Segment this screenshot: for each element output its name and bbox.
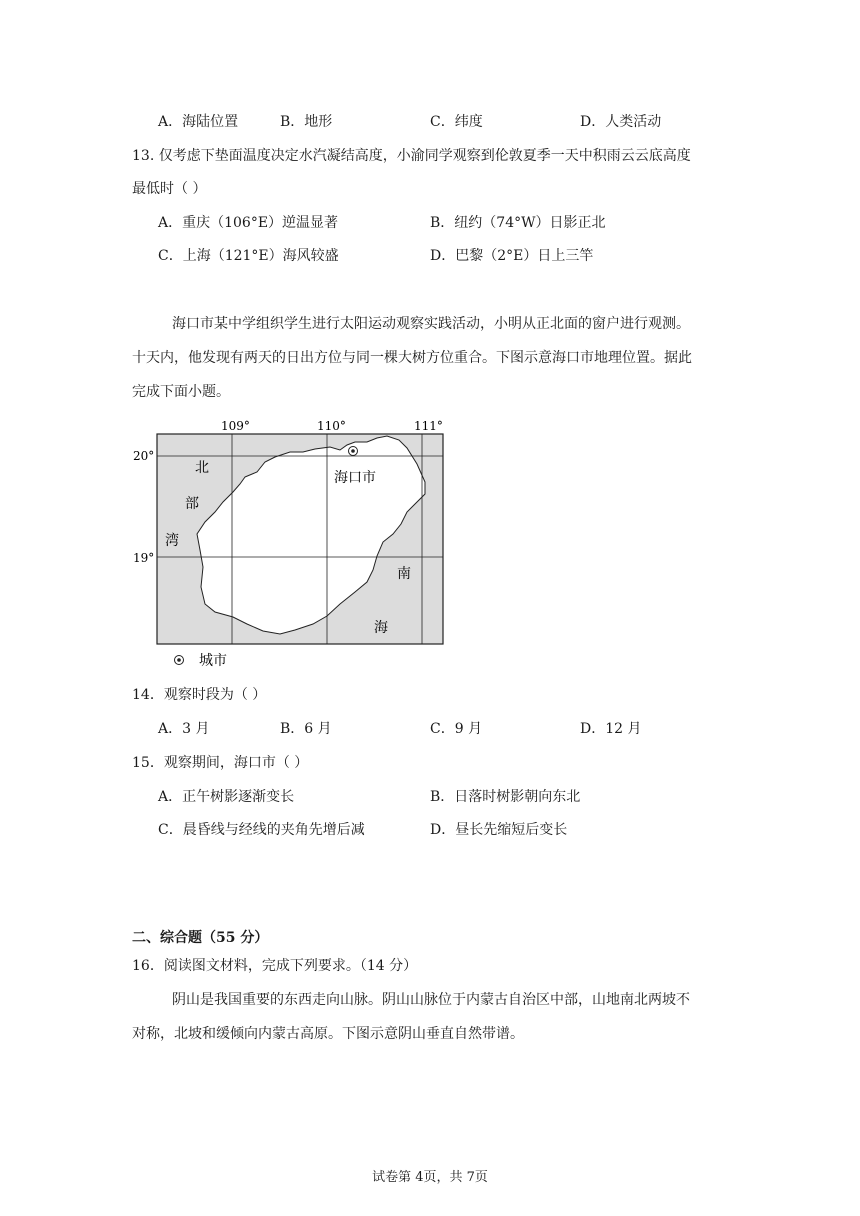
q14-option-b: B．6 月 bbox=[280, 721, 332, 737]
sea-char-2: 海 bbox=[374, 620, 388, 636]
q13-option-c: C．上海（121°E）海风较盛 bbox=[158, 248, 339, 264]
q14-option-d: D．12 月 bbox=[580, 721, 642, 737]
q12-option-d: D．人类活动 bbox=[580, 114, 662, 130]
q14-option-c: C．9 月 bbox=[430, 721, 483, 737]
sea-char-1: 南 bbox=[397, 566, 411, 582]
q15-stem: 15．观察期间，海口市（ ） bbox=[132, 755, 309, 771]
legend-city-icon-inner bbox=[177, 658, 181, 662]
q13-option-d: D．巴黎（2°E）日上三竿 bbox=[430, 248, 594, 264]
q16-stem: 16．阅读图文材料，完成下列要求。（14 分） bbox=[132, 958, 418, 974]
q16-line1: 阴山是我国重要的东西走向山脉。阴山山脉位于内蒙古自治区中部，山地南北两坡不 bbox=[172, 992, 690, 1008]
q16-line2: 对称，北坡和缓倾向内蒙古高原。下图示意阴山垂直自然带谱。 bbox=[132, 1026, 524, 1042]
q12-option-b: B．地形 bbox=[280, 114, 333, 130]
q13-stem-line2: 最低时（ ） bbox=[132, 181, 207, 197]
q15-option-c: C．晨昏线与经线的夹角先增后减 bbox=[158, 822, 365, 838]
q15-option-d: D．昼长先缩短后变长 bbox=[430, 822, 568, 838]
haikou-label: 海口市 bbox=[334, 470, 376, 486]
q13-option-a: A．重庆（106°E）逆温显著 bbox=[158, 215, 339, 231]
page-footer: 试卷第 4页，共 7页 bbox=[372, 1170, 488, 1185]
section2-heading: 二、综合题（55 分） bbox=[132, 930, 269, 946]
q13-option-b: B．纽约（74°W）日影正北 bbox=[430, 215, 606, 231]
q13-stem-line1: 13. 仅考虑下垫面温度决定水汽凝结高度，小渝同学观察到伦敦夏季一天中积雨云云底高度 bbox=[132, 148, 691, 164]
gulf-char-1: 北 bbox=[195, 460, 209, 476]
passage-line2: 十天内，他发现有两天的日出方位与同一棵大树方位重合。下图示意海口市地理位置。据此 bbox=[132, 350, 692, 366]
lon-label-109: 109° bbox=[221, 419, 250, 433]
q14-stem: 14．观察时段为（ ） bbox=[132, 687, 267, 703]
passage-line1: 海口市某中学组织学生进行太阳运动观察实践活动，小明从正北面的窗户进行观测。 bbox=[172, 316, 690, 332]
lat-label-20: 20° bbox=[133, 449, 155, 463]
gulf-char-3: 湾 bbox=[165, 533, 179, 549]
lon-label-111: 111° bbox=[414, 419, 443, 433]
haikou-marker-inner bbox=[351, 449, 355, 453]
lon-label-110: 110° bbox=[317, 419, 346, 433]
legend-city-label: 城市 bbox=[199, 653, 227, 669]
q12-option-c: C．纬度 bbox=[430, 114, 483, 130]
hainan-map bbox=[125, 412, 455, 674]
passage-line3: 完成下面小题。 bbox=[132, 384, 230, 400]
q14-option-a: A．3 月 bbox=[158, 721, 210, 737]
gulf-char-2: 部 bbox=[185, 496, 199, 512]
lat-label-19: 19° bbox=[133, 551, 155, 565]
q15-option-b: B．日落时树影朝向东北 bbox=[430, 789, 581, 805]
q15-option-a: A．正午树影逐渐变长 bbox=[158, 789, 295, 805]
q12-option-a: A．海陆位置 bbox=[158, 114, 239, 130]
